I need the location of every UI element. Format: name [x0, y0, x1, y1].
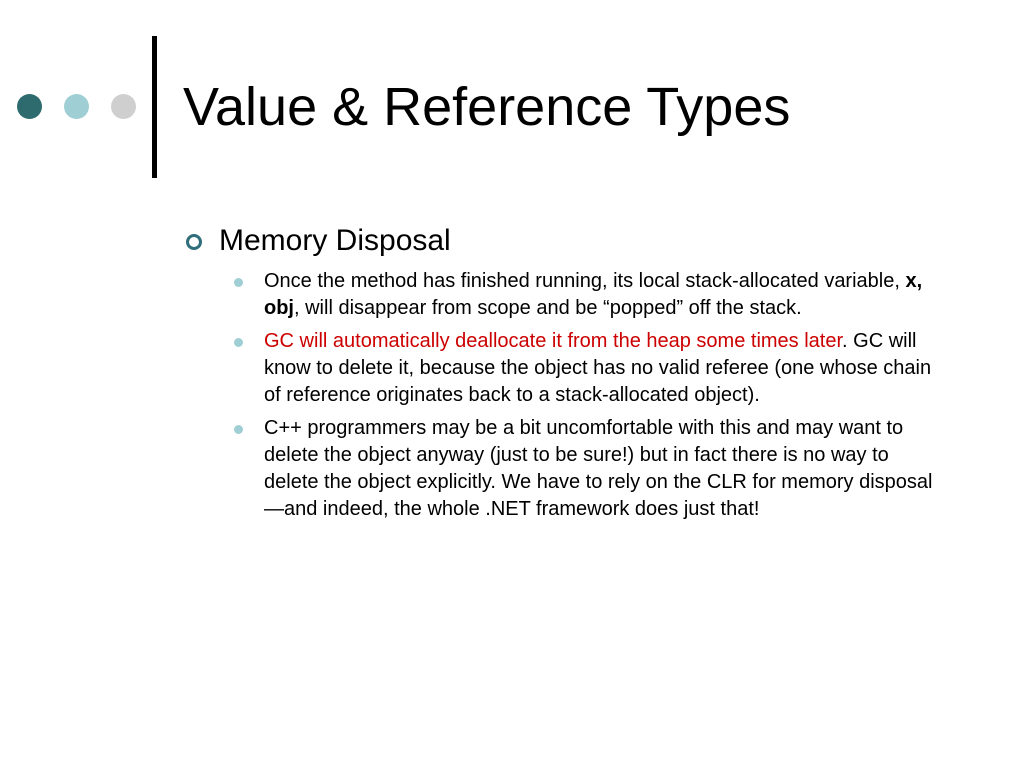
- slide-content: [182, 222, 942, 529]
- dot-dark-icon: [17, 94, 42, 119]
- dot-bullet-icon: [234, 425, 243, 434]
- bullet-text-highlight: GC will automatically deallocate it from the heap some times later: [264, 330, 843, 352]
- title-divider: [152, 36, 157, 178]
- list-item: [182, 415, 942, 523]
- decorative-dots: [17, 94, 136, 119]
- bullet-text: [264, 330, 931, 406]
- list-item: [182, 328, 942, 409]
- heading-bullet-item: [182, 222, 942, 260]
- dot-bullet-icon: [234, 278, 243, 287]
- ring-bullet-icon: [186, 234, 202, 250]
- section-heading: Memory Disposal: [219, 224, 451, 257]
- bullet-text: [264, 270, 922, 319]
- bullet-text: C++ programmers may be a bit uncomfortable with this and may want to delete the object anyway (just to be sure!) but in fact there is no way to delete the object explicitly. We have to rely on the CLR for memory disposal—and indeed, the whole .NET framework does just that!: [264, 417, 933, 520]
- dot-bullet-icon: [234, 338, 243, 347]
- bullet-text-post: , will disappear from scope and be “popped” off the stack.: [294, 297, 802, 319]
- bullet-text-pre: Once the method has finished running, its local stack-allocated variable,: [264, 270, 906, 292]
- dot-gray-icon: [111, 94, 136, 119]
- dot-light-icon: [64, 94, 89, 119]
- list-item: [182, 268, 942, 322]
- slide-title: Value & Reference Types: [183, 77, 791, 137]
- bullet-list: [182, 268, 942, 523]
- bullet-text-post: . GC will know to delete it, because the object has no valid referee (one whose chain of reference originates back to a stack-allocated object).: [264, 330, 932, 406]
- bullet-text-bold: x, obj: [264, 270, 923, 319]
